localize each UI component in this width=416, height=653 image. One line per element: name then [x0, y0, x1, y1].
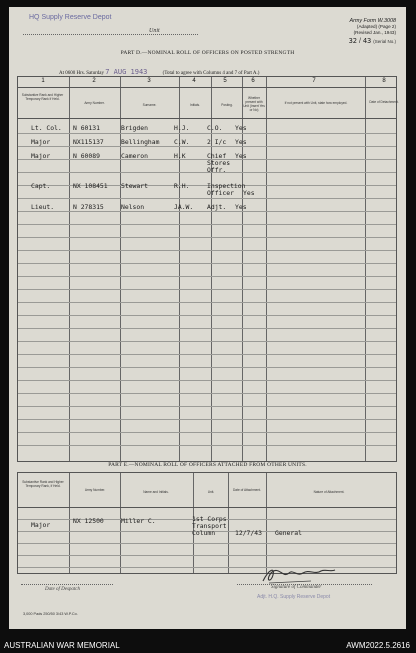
cell-initials: H.J.	[174, 124, 190, 132]
cell-rank: Major	[31, 152, 51, 160]
cell-posting: 2 I/c	[207, 138, 227, 146]
col-header-rank: Substantive Rank and Higher Temporary Rank, if Held.	[22, 480, 64, 488]
adjutant-stamp: Adjt. H.Q. Supply Reserve Depot	[257, 594, 331, 600]
col-header-detachment: Date of Detachment.	[369, 100, 399, 104]
unit-rule	[23, 34, 198, 35]
part-d-table	[17, 76, 397, 462]
col-header-rank: Substantive Rank and Higher Temporary Rank if Held.	[21, 93, 64, 101]
cell-name: Miller C.	[121, 517, 156, 525]
serial-label: (Serial No.)	[373, 39, 396, 44]
cell-initials: H.K	[174, 152, 186, 160]
col-number: 4	[192, 78, 196, 84]
credit-right: AWM2022.5.2616	[346, 641, 410, 650]
part-d-title: PART D.—NOMINAL ROLL OF OFFICERS ON POSTED STRENGTH	[120, 50, 295, 56]
form-line: (Revised Jan., 1943)	[353, 30, 396, 35]
cell-number: N 60089	[73, 152, 100, 160]
cell-surname: Cameron	[121, 152, 148, 160]
col-header-nature: Nature of Attachment.	[313, 490, 345, 494]
col-header-employed: If not present with Unit, state how employed.	[284, 101, 348, 105]
cell-number: N 278315	[73, 203, 104, 211]
credit-left: AUSTRALIAN WAR MEMORIAL	[4, 641, 120, 650]
col-header-number: Army Number.	[84, 101, 105, 105]
cell-number: NX 108451	[73, 182, 108, 190]
cell-rank: Major	[31, 138, 51, 146]
col-header-number: Army Number.	[84, 488, 106, 492]
cell-rank: Lieut.	[31, 203, 55, 211]
cell-date: 12/7/43	[235, 529, 262, 537]
col-number: 1	[41, 78, 45, 84]
cell-unit: 1st Corps Transport Column	[192, 515, 227, 537]
cell-surname: Bellingham	[121, 138, 160, 146]
cell-posting: Adjt.	[207, 203, 227, 211]
col-header-date: Date of Attachment.	[233, 488, 261, 492]
cell-rank: Lt. Col.	[31, 124, 62, 132]
cell-present: Yes	[235, 203, 247, 211]
cell-present: Yes	[235, 138, 247, 146]
cell-surname: Stewart	[121, 182, 148, 190]
cell-posting: C.O.	[207, 124, 223, 132]
cell-number: NX 12500	[73, 517, 104, 525]
cell-surname: Nelson	[121, 203, 145, 211]
cell-present: Yes	[243, 189, 255, 197]
commander-label: Signature of Commander	[271, 585, 322, 590]
form-line: (Adapted) (Page 2)	[356, 24, 396, 29]
col-number: 7	[312, 78, 316, 84]
cell-rank: Capt.	[31, 182, 51, 190]
unit-label: Unit	[149, 28, 160, 34]
col-header-unit: Unit.	[207, 490, 215, 494]
strength-date: 7 AUG 1943	[105, 68, 148, 76]
despatch-label: Date of Despatch	[45, 587, 80, 592]
cell-surname: Brigden	[121, 124, 148, 132]
cell-rank: Major	[31, 521, 51, 529]
cell-initials: JA.W.	[174, 203, 194, 211]
cell-present: Yes	[235, 152, 247, 160]
cell-posting: Inspection Officer	[207, 182, 246, 197]
strength-note: (Total to agree with Columns 4 and 7 of Part A.)	[162, 71, 260, 76]
cell-initials: C.W.	[174, 138, 190, 146]
col-number: 3	[147, 78, 151, 84]
cell-present: Yes	[235, 124, 247, 132]
strength-at: At 0600 Hrs. Saturday	[59, 71, 104, 76]
form-line: Army Form W.3008	[349, 18, 396, 24]
cell-number: N 60131	[73, 124, 100, 132]
col-number: 5	[223, 78, 227, 84]
col-header-present: Whether present with Unit (Insert Yes or No)	[243, 96, 265, 112]
part-e-title: PART E.—NOMINAL ROLL OF OFFICERS ATTACHED FROM OTHER UNITS.	[108, 462, 307, 468]
col-header-name: Name and Initials.	[143, 490, 169, 494]
unit-stamp: HQ Supply Reserve Depot	[29, 14, 112, 21]
form-page	[9, 7, 406, 629]
printer-imprint: 3,000 Pads 250/50 3/43 W.P.Co.	[23, 612, 78, 616]
cell-number: NX115137	[73, 138, 104, 146]
serial-value: 32	[348, 37, 357, 45]
strength-line	[59, 68, 259, 76]
col-header-initials: Initials.	[190, 103, 200, 107]
col-header-posting: Posting.	[221, 103, 233, 107]
form-designation	[349, 18, 396, 36]
col-number: 8	[382, 78, 386, 84]
col-number: 2	[92, 78, 96, 84]
cell-initials: R.H.	[174, 182, 190, 190]
despatch-rule	[21, 584, 113, 585]
col-number: 6	[251, 78, 255, 84]
cell-nature: General	[275, 529, 302, 537]
serial-number: 32 / 43 (Serial No.)	[348, 37, 396, 45]
cell-posting: Chief Stores Offr.	[207, 152, 231, 174]
serial-total: 43	[362, 37, 372, 45]
col-header-surname: Surname.	[142, 103, 157, 107]
